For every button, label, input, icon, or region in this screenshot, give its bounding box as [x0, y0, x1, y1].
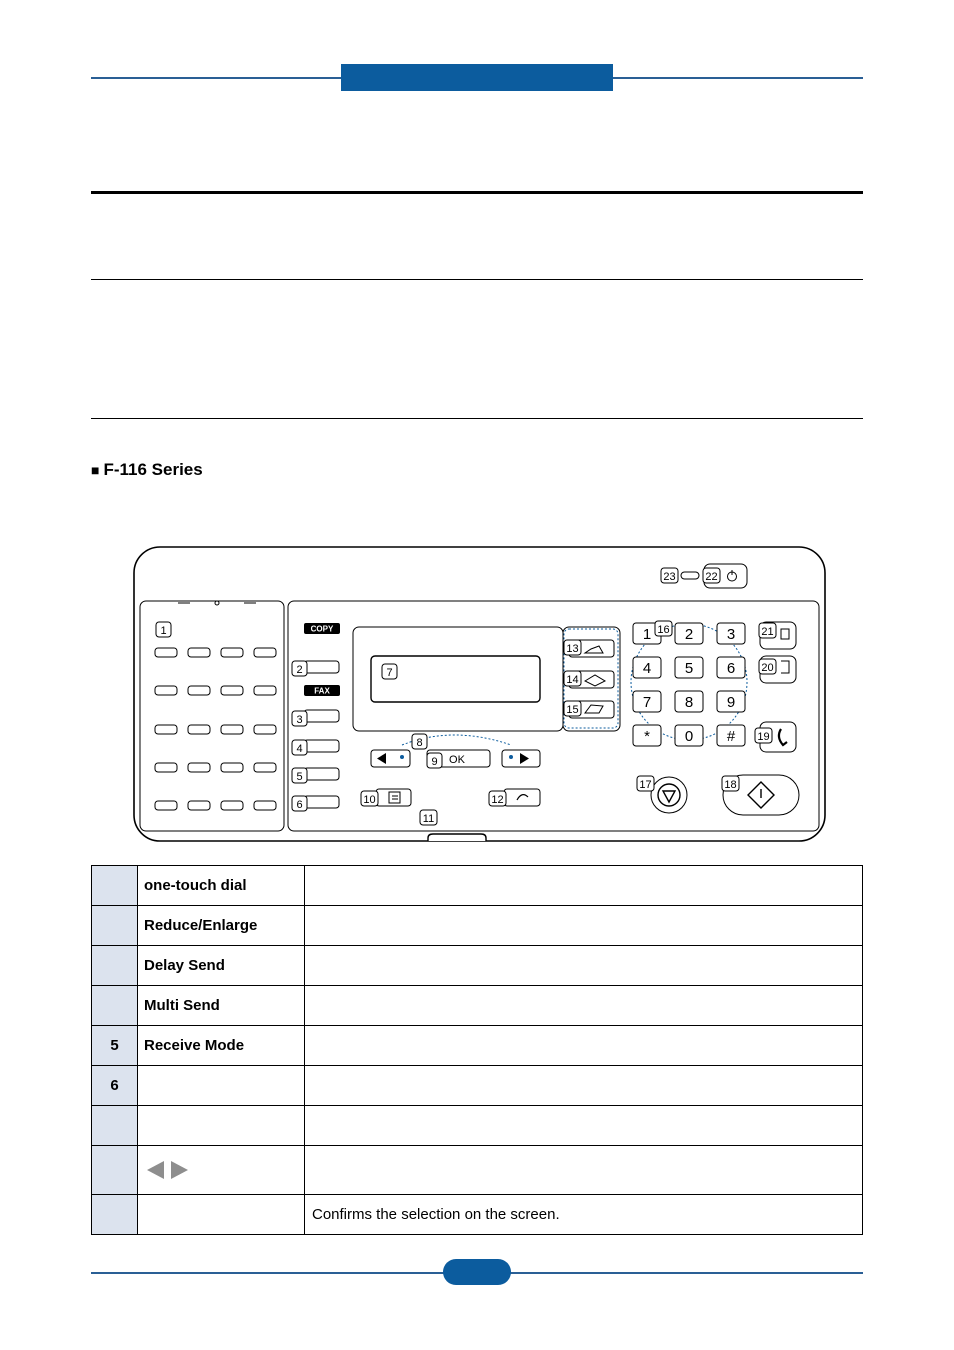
row-name: [138, 1066, 305, 1106]
table-row: [92, 1066, 863, 1106]
header-tab: [341, 64, 613, 91]
button-6[interactable]: [304, 796, 339, 808]
keypad-key-label: 7: [642, 694, 652, 711]
row-number: [92, 986, 138, 1026]
table-row: [92, 1026, 863, 1066]
table-row: [92, 866, 863, 906]
row-description: [305, 1066, 863, 1106]
row-description: [305, 1146, 863, 1195]
row-number: [92, 866, 138, 906]
callout-number: 3: [296, 714, 303, 726]
one-touch-key[interactable]: [188, 801, 210, 810]
row-number: [92, 1195, 138, 1235]
table-row: [92, 986, 863, 1026]
one-touch-key[interactable]: [221, 648, 243, 657]
divider-1: [91, 279, 863, 280]
receive-mode-button[interactable]: [304, 768, 339, 780]
row-number: [92, 1146, 138, 1195]
row-number: 5: [92, 1026, 138, 1066]
callout-number: 11: [422, 813, 435, 825]
keypad-key-label: #: [726, 728, 736, 745]
one-touch-key[interactable]: [155, 686, 177, 695]
keypad-key-label: 6: [726, 660, 736, 677]
table-row: [92, 946, 863, 986]
address-book-icon: [389, 792, 400, 803]
one-touch-key[interactable]: [221, 763, 243, 772]
table-row: [92, 1146, 863, 1195]
callout-number: 4: [296, 743, 303, 755]
callout-number: 6: [296, 799, 303, 811]
callout-number: 19: [757, 731, 770, 743]
callout-number: 12: [491, 794, 504, 806]
keypad-key-label: *: [644, 728, 650, 745]
row-number: [92, 946, 138, 986]
row-name: Multi Send: [138, 986, 305, 1026]
row-name: [138, 1106, 305, 1146]
keypad-key-label: 2: [684, 626, 694, 643]
one-touch-key[interactable]: [155, 648, 177, 657]
callout-number: 16: [657, 624, 670, 636]
status-led: [681, 572, 699, 579]
keypad-key-label: 1: [642, 626, 652, 643]
row-description: [305, 946, 863, 986]
ok-label: OK: [449, 754, 465, 766]
row-name: Delay Send: [138, 946, 305, 986]
one-touch-key[interactable]: [188, 686, 210, 695]
back-button[interactable]: [504, 789, 540, 806]
fax-label: FAX: [314, 686, 330, 696]
row-name: Reduce/Enlarge: [138, 906, 305, 946]
keypad-key-label: 9: [726, 694, 736, 711]
one-touch-key[interactable]: [254, 801, 276, 810]
row-name: [138, 1195, 305, 1235]
callout-number: 9: [431, 756, 438, 768]
reduce-enlarge-button[interactable]: [304, 661, 339, 673]
function-table: [91, 865, 863, 1235]
one-touch-key[interactable]: [254, 686, 276, 695]
page-number-pill: [443, 1259, 511, 1285]
divider-2: [91, 418, 863, 419]
callout-number: 22: [705, 571, 718, 583]
callout-number: 7: [386, 667, 393, 679]
section-title-text: F-116 Series: [103, 460, 203, 479]
callout-number: 8: [416, 737, 423, 749]
row-number: [92, 906, 138, 946]
callout-number: 5: [296, 771, 303, 783]
memory-icon: [781, 629, 789, 639]
callout-number: 17: [639, 779, 652, 791]
keypad-key-label: 4: [642, 660, 652, 677]
one-touch-key[interactable]: [155, 725, 177, 734]
title-rule: [91, 191, 863, 194]
section-heading: [91, 460, 203, 480]
delay-send-button[interactable]: [304, 710, 339, 722]
callout-number: 1: [160, 625, 167, 637]
one-touch-key[interactable]: [254, 725, 276, 734]
callout-number: 15: [566, 704, 579, 716]
keypad-key-label: 8: [684, 694, 694, 711]
row-description: Confirms the selection on the screen.: [305, 1195, 863, 1235]
one-touch-key[interactable]: [221, 686, 243, 695]
one-touch-key[interactable]: [221, 725, 243, 734]
keypad-key-label: 5: [684, 660, 694, 677]
row-name: Receive Mode: [138, 1026, 305, 1066]
row-description: [305, 906, 863, 946]
table-row: [92, 1106, 863, 1146]
multi-send-button[interactable]: [304, 740, 339, 752]
keypad-key-label: 0: [684, 728, 694, 745]
keypad-key-label: 3: [726, 626, 736, 643]
callout-number: 13: [566, 643, 579, 655]
row-description: [305, 866, 863, 906]
table-row: [92, 1195, 863, 1235]
one-touch-key[interactable]: [155, 763, 177, 772]
row-description: [305, 1106, 863, 1146]
control-panel-diagram: [133, 545, 827, 845]
row-number: 6: [92, 1066, 138, 1106]
table-row: [92, 906, 863, 946]
one-touch-key[interactable]: [254, 648, 276, 657]
one-touch-key[interactable]: [155, 801, 177, 810]
one-touch-key[interactable]: [254, 763, 276, 772]
section-marker: ■: [91, 462, 100, 478]
callout-number: 18: [724, 779, 737, 791]
left-arrow-button[interactable]: [371, 750, 410, 767]
row-name: one-touch dial: [138, 866, 305, 906]
copy-label: COPY: [310, 624, 334, 634]
callout-number: 21: [761, 626, 774, 638]
row-description: [305, 986, 863, 1026]
left-right-arrows-icon: [144, 1159, 192, 1181]
callout-number: 20: [761, 662, 774, 674]
one-touch-key[interactable]: [188, 648, 210, 657]
callout-number: 23: [663, 571, 676, 583]
callout-number: 10: [363, 794, 376, 806]
callout-number: 14: [566, 674, 579, 686]
row-description: [305, 1026, 863, 1066]
row-number: [92, 1106, 138, 1146]
one-touch-key[interactable]: [221, 801, 243, 810]
one-touch-key[interactable]: [188, 725, 210, 734]
one-touch-key[interactable]: [188, 763, 210, 772]
row-name: [138, 1146, 305, 1195]
callout-number: 2: [296, 664, 303, 676]
